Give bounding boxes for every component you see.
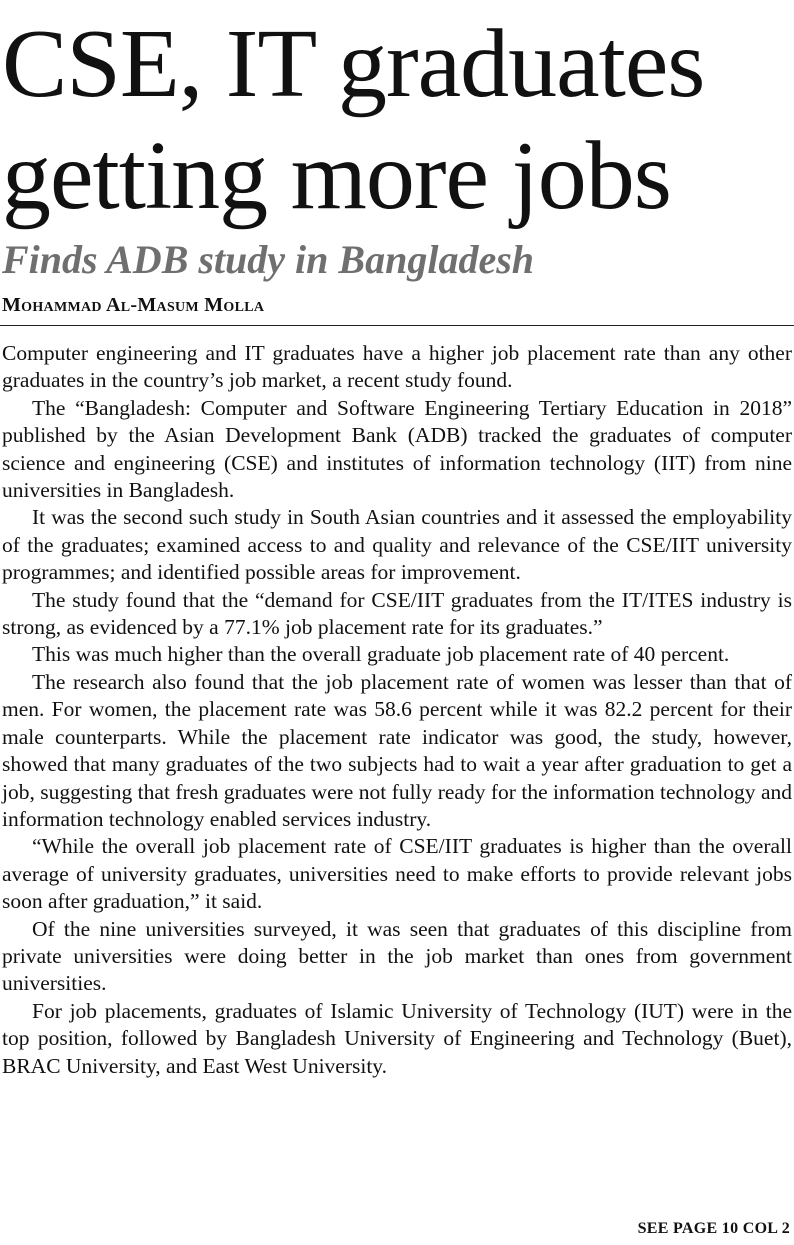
- paragraph: It was the second such study in South Asian countries and it assessed the employability of the graduates; examined access to and quality and relevance of the CSE/IIT university programmes; and identified possible areas for improvement.: [2, 505, 792, 585]
- paragraph: Of the nine universities surveyed, it was seen that graduates of this discipline from private universities were doing better in the job market than ones from government universities.: [2, 916, 792, 996]
- paragraph: The research also found that the job placement rate of women was lesser than that of men. For women, the placement rate was 58.6 percent while it was 82.2 percent for their male counterparts. While the placement rate indicator was good, the study, however, showed that many graduates of the two subjects had to wait a year after graduation to get a job, suggesting that fresh graduates were not fully ready for the information technology and information technology enabled services industry.: [2, 669, 792, 831]
- headline-line-2: getting more jobs: [2, 122, 671, 230]
- subheadline: Finds ADB study in Bangladesh: [2, 237, 535, 282]
- paragraph: The “Bangladesh: Computer and Software Engineering Tertiary Education in 2018” published by the Asian Development Bank (ADB) tracked the graduates of computer science and engineering (CSE) and institutes of information technology (IIT) from nine universities in Bangladesh.: [2, 395, 792, 503]
- paragraph: The study found that the “demand for CSE/IIT graduates from the IT/ITES industry is strong, as evidenced by a 77.1% job placement rate for its graduates.”: [2, 587, 792, 640]
- byline-divider: [0, 325, 794, 326]
- paragraph: Computer engineering and IT graduates have a higher job placement rate than any other graduates in the country’s job market, a recent study found.: [2, 341, 792, 393]
- headline: [2, 8, 792, 232]
- continuation-reference: SEE PAGE 10 COL 2: [637, 1220, 790, 1237]
- paragraph: “While the overall job placement rate of CSE/IIT graduates is higher than the overall average of university graduates, universities need to make efforts to provide relevant jobs soon after graduation,” it said.: [2, 834, 792, 914]
- article-body: [2, 340, 792, 1080]
- paragraph: This was much higher than the overall graduate job placement rate of 40 percent.: [32, 642, 730, 667]
- byline: Mohammad Al-Masum Molla: [2, 294, 265, 316]
- paragraph: For job placements, graduates of Islamic University of Technology (IUT) were in the top position, followed by Bangladesh University of Engineering and Technology (Buet), BRAC University, and East West University.: [2, 998, 792, 1078]
- headline-line-1: CSE, IT graduates: [2, 10, 705, 118]
